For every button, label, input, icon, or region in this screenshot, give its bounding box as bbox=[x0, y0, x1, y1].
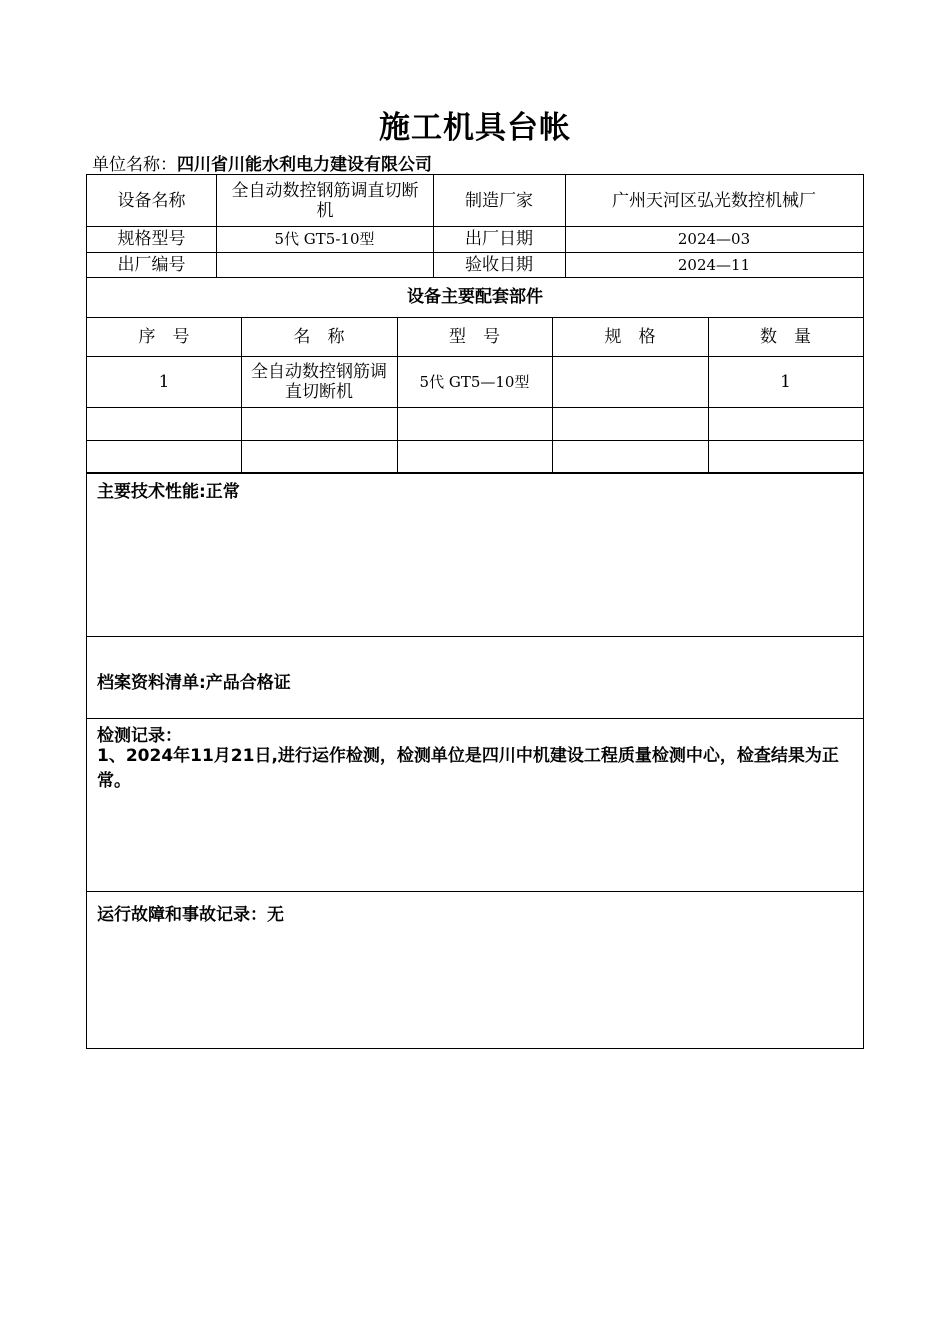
table-cell bbox=[708, 407, 863, 440]
equipment-name-value: 全自动数控钢筋调直切断机 bbox=[231, 180, 419, 221]
model-label: 规格型号 bbox=[117, 229, 186, 249]
fault-text: 运行故障和事故记录：无 bbox=[97, 905, 284, 925]
model-value: 5代 GT5-10型 bbox=[274, 230, 375, 248]
table-cell: 5代 GT5—10型 bbox=[419, 372, 530, 391]
table-cell bbox=[552, 356, 708, 407]
table-cell bbox=[87, 440, 241, 472]
page-title: 施工机具台帐 bbox=[379, 110, 571, 146]
table-cell: 1 bbox=[780, 371, 791, 392]
column-header: 名 称 bbox=[293, 326, 345, 347]
unit-label: 单位名称： bbox=[92, 155, 177, 175]
performance-text: 主要技术性能:正常 bbox=[97, 482, 240, 502]
serial-label: 出厂编号 bbox=[117, 254, 186, 275]
factory-date-value: 2024—03 bbox=[677, 230, 751, 248]
equipment-name-label: 设备名称 bbox=[117, 190, 186, 211]
table-cell bbox=[241, 440, 397, 472]
serial-value bbox=[216, 252, 433, 277]
factory-date-label: 出厂日期 bbox=[465, 229, 533, 249]
column-header: 序 号 bbox=[138, 326, 190, 347]
parts-heading: 设备主要配套部件 bbox=[407, 287, 543, 307]
table-cell bbox=[241, 407, 397, 440]
table-cell bbox=[397, 440, 552, 472]
table-cell: 1 bbox=[158, 371, 170, 392]
table-cell bbox=[87, 407, 241, 440]
unit-value: 四川省川能水利电力建设有限公司 bbox=[177, 155, 432, 175]
acceptance-date-label: 验收日期 bbox=[465, 254, 533, 275]
column-header: 规 格 bbox=[604, 326, 656, 347]
inspection-text: 1、2024年11月21日,进行运作检测，检测单位是四川中机建设工程质量检测中心，检查结果为正常。 bbox=[97, 746, 839, 791]
unit-line bbox=[92, 150, 432, 175]
table-cell bbox=[552, 407, 708, 440]
column-header: 数 量 bbox=[760, 326, 811, 347]
table-cell bbox=[397, 407, 552, 440]
inspection-label: 检测记录： bbox=[97, 726, 182, 746]
ledger-table bbox=[86, 174, 864, 1049]
column-header: 型 号 bbox=[449, 326, 500, 347]
table-cell: 全自动数控钢筋调直切断机 bbox=[251, 361, 387, 402]
archive-text: 档案资料清单:产品合格证 bbox=[97, 673, 291, 693]
manufacturer-value: 广州天河区弘光数控机械厂 bbox=[612, 190, 816, 211]
table-cell bbox=[552, 440, 708, 472]
table-cell bbox=[708, 440, 863, 472]
acceptance-date-value: 2024—11 bbox=[677, 255, 751, 274]
manufacturer-label: 制造厂家 bbox=[465, 190, 533, 211]
